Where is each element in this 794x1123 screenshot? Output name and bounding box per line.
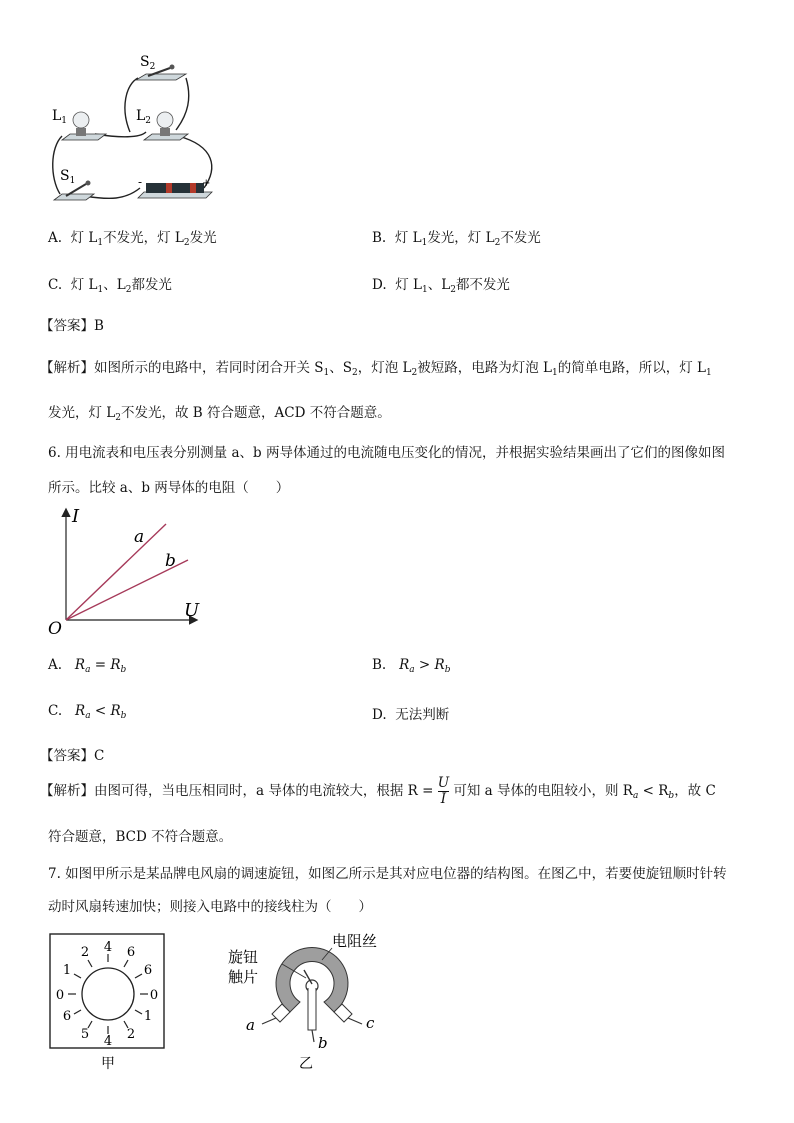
option-text: 不发光 [500,230,541,246]
svg-text:1: 1 [143,1009,153,1024]
s1-label: $S_1$ [60,168,76,186]
q5-answer: 【答案】B [40,318,104,334]
potentiometer-figure [222,926,392,1074]
resistance-wire-label: 电阻丝 [332,932,378,950]
option-text: 都发光 [131,277,172,293]
svg-text:4: 4 [103,940,113,955]
option-text: 灯 L [394,230,422,246]
option-text: 灯 L [395,277,422,293]
origin-label: O [48,619,62,636]
series-b-label: b [165,551,176,571]
svg-text:6: 6 [62,1009,72,1024]
q6-analysis-line2: 符合题意，BCD 不符合题意。 [48,829,233,845]
option-text: 发光 [189,230,217,246]
subscript: 2 [183,238,190,248]
l2-label: $L_2$ [136,108,152,126]
option-letter: C. [48,277,63,293]
svg-text:2: 2 [126,1027,136,1042]
s2-label: $S_2$ [140,54,156,72]
svg-text:0: 0 [149,988,159,1003]
q6-analysis-line1: 【解析】由图可得，当电压相同时，a 导体的电流较大，根据 R = $\frac{U}{I}$ 可知 a 导体的电阻较小，则 $R_a < R_b$，故 C [40,775,716,807]
terminal-b-label: b [318,1034,328,1052]
subscript: 2 [450,285,456,295]
subscript: 1 [422,285,428,295]
knob-dial-figure [48,932,168,1074]
q6-option-d[interactable]: D. 无法判断 [372,707,450,723]
q5-option-a[interactable] [48,226,217,248]
q6-option-c[interactable]: C. $R_a < R_b$ [48,703,127,721]
subscript: 1 [97,285,104,295]
circuit-figure [40,48,220,208]
q6-option-b[interactable]: B. $R_a > R_b$ [372,657,451,675]
y-axis-label: I [72,506,80,527]
svg-text:5: 5 [80,1027,90,1042]
l1-label: $L_1$ [52,108,68,126]
slider-label: 触片 [228,968,259,986]
option-text: 、L [427,277,451,293]
svg-text:6: 6 [126,945,136,960]
caption-jia: 甲 [101,1056,115,1072]
option-letter: D. [372,277,387,293]
series-a-label: a [134,527,145,547]
q7-stem-line2: 动时风扇转速加快；则接入电路中的接线柱为（ ） [48,899,372,915]
q6-answer: 【答案】C [40,748,105,764]
q5-analysis-line2: 发光，灯 $L_2$不发光，故 B 符合题意，ACD 不符合题意。 [48,405,391,423]
q5-option-b[interactable] [372,226,541,248]
svg-text:2: 2 [80,945,90,960]
q5-option-d[interactable] [372,273,510,295]
terminal-c-label: c [366,1014,375,1032]
battery-plus-label: + [202,178,211,189]
q5-analysis-line1: 【解析】如图所示的电路中，若同时闭合开关 $S_1$、$S_2$，灯泡 $L_2$被短路，电路为灯泡 $L_1$的简单电路，所以，灯 $L_1$ [40,360,712,378]
iu-graph [44,504,209,636]
subscript: 1 [97,238,104,248]
svg-text:6: 6 [143,963,153,978]
knob-label: 旋钮 [228,948,259,966]
line-a [66,524,166,620]
terminal-a-label: a [246,1016,255,1034]
option-text: 、L [103,277,126,293]
q7-stem-line1: 7. 如图甲所示是某品牌电风扇的调速旋钮，如图乙所示是其对应电位器的结构图。在图乙中，若要使旋钮顺时针转 [48,866,727,882]
option-text: 灯 L [70,230,98,246]
option-text: 发光，灯 L [427,230,495,246]
svg-text:0: 0 [55,988,65,1003]
q6-stem-line1: 6. 用电流表和电压表分别测量 a、b 两导体通过的电流随电压变化的情况，并根据实验结果画出了它们的图像如图 [48,445,725,461]
q6-stem-line2: 所示。比较 a、b 两导体的电阻（ ） [48,480,290,496]
subscript: 2 [125,285,132,295]
q6-option-a[interactable]: A. $R_a = R_b$ [48,657,127,675]
option-letter: A. [48,230,63,246]
option-text: 都不发光 [455,277,510,293]
x-axis-label: U [184,600,200,621]
subscript: 1 [421,238,428,248]
caption-yi: 乙 [299,1056,313,1072]
battery-minus-label: - [138,175,143,189]
option-text: 灯 L [70,277,98,293]
option-text: 不发光，灯 L [103,230,184,246]
q5-option-c[interactable] [48,273,172,295]
subscript: 2 [494,238,501,248]
svg-text:4: 4 [103,1034,113,1049]
option-letter: B. [372,230,387,246]
svg-text:1: 1 [62,963,72,978]
